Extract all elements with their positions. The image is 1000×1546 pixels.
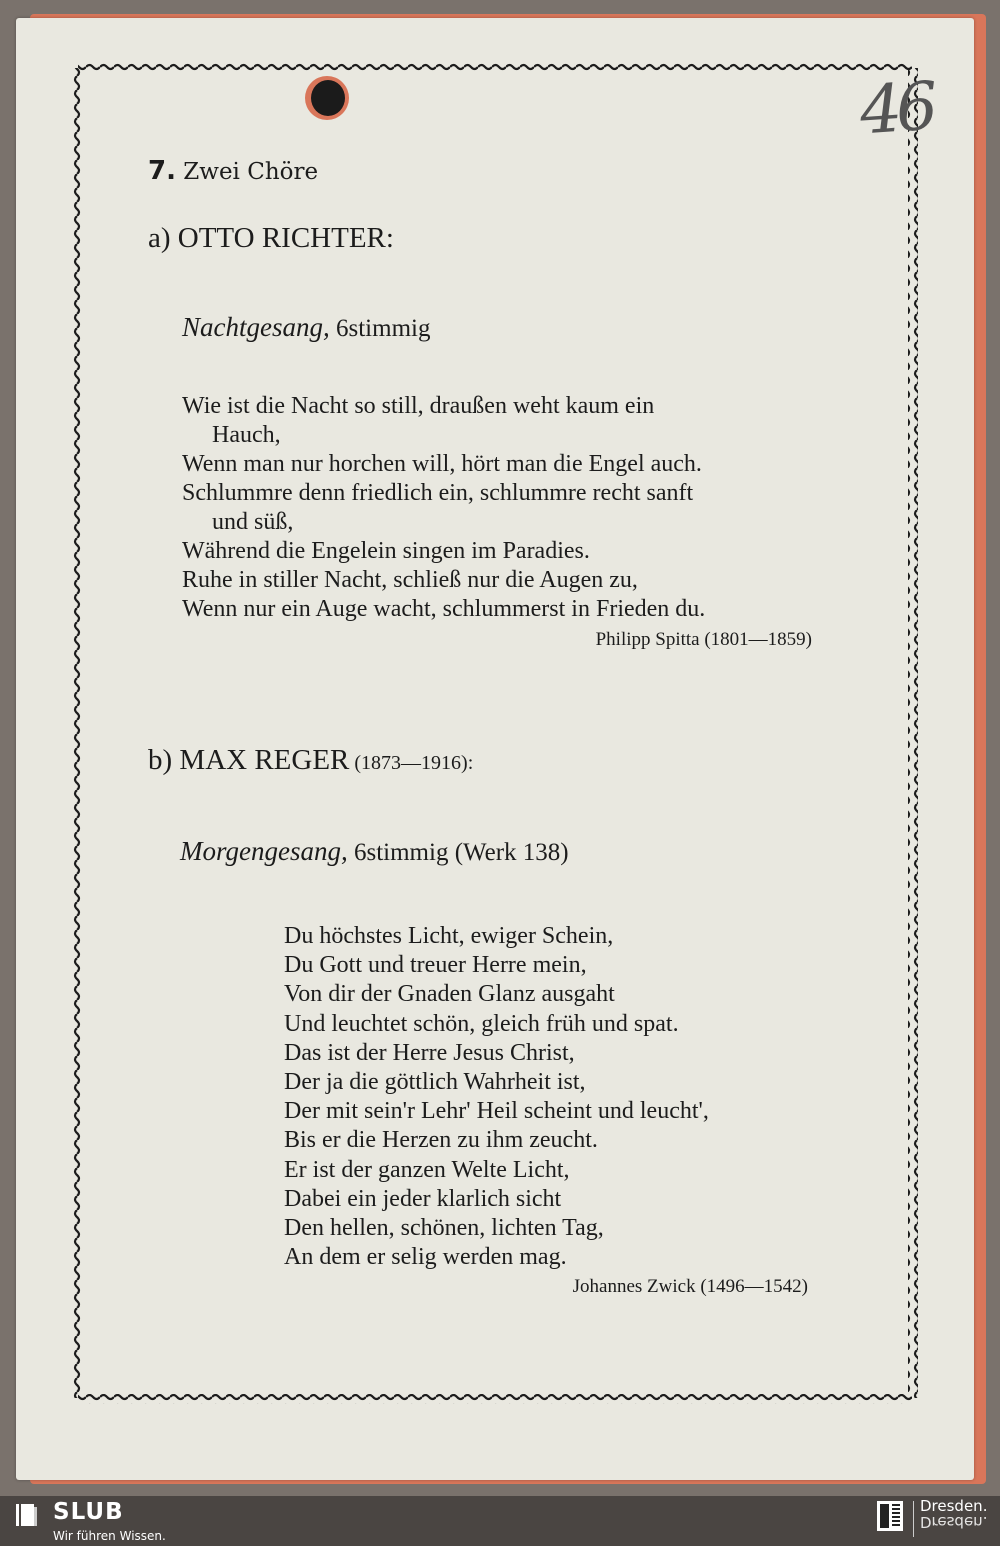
part-b-author: Johannes Zwick (1496—1542) [572,1276,808,1297]
poem-line: Während die Engelein singen im Paradies. [182,538,590,564]
dresden-logo[interactable] [920,1498,987,1530]
poem-line: Und leuchtet schön, gleich früh und spat. [284,1010,679,1037]
footer-divider [913,1501,914,1537]
poem-line: Bis er die Herzen zu ihm zeucht. [284,1127,598,1154]
slub-brand[interactable]: SLUB [53,1499,124,1525]
part-b-composer: b) MAX REGER [148,744,350,776]
poem-line: und süß, [212,509,294,535]
part-a-author: Philipp Spitta (1801—1859) [595,629,812,650]
poem-line: Wenn nur ein Auge wacht, schlummerst in Frieden du. [182,596,706,622]
poem-line: Von dir der Gnaden Glanz ausgaht [284,981,615,1008]
part-b-work-title: Morgengesang, [180,836,348,866]
part-b-work [180,836,569,867]
poem-line: Den hellen, schönen, lichten Tag, [284,1215,604,1242]
dresden-line: Dresden. [920,1497,988,1515]
slub-tagline: Wir führen Wissen. [53,1529,166,1543]
poem-line: Der mit sein'r Lehr' Heil scheint und leucht', [284,1098,709,1125]
poem-line: Der ja die göttlich Wahrheit ist, [284,1069,586,1096]
part-b-work-detail: 6stimmig (Werk 138) [347,839,569,866]
book-icon[interactable] [14,1502,38,1528]
part-a-heading: a) OTTO RICHTER: [148,222,394,254]
part-b-composer-dates: (1873—1916): [349,752,474,774]
poem-line: Wenn man nur horchen will, hört man die Engel auch. [182,451,702,477]
punch-hole-shadow [311,80,345,116]
poem-line: Du Gott und treuer Herre mein, [284,952,587,979]
part-a-work [182,312,430,343]
poem-line: Dabei ein jeder klarlich sicht [284,1185,562,1212]
section-heading [148,156,318,186]
poem-line: An dem er selig werden mag. [284,1244,567,1271]
poem-line: Er ist der ganzen Welte Licht, [284,1156,570,1183]
handwritten-page-number: 46 [857,67,935,150]
poem-line: Hauch, [212,422,281,448]
section-number: 7. [148,156,176,186]
part-a-work-detail: 6stimmig [329,315,431,342]
part-a-poem [182,392,705,624]
dresden-crest-icon [877,1501,903,1531]
poem-line: Ruhe in stiller Nacht, schließ nur die Augen zu, [182,567,638,593]
poem-line: Wie ist die Nacht so still, draußen weht kaum ein [182,393,655,419]
part-b-heading [148,744,473,777]
part-a-work-title: Nachtgesang, [182,312,330,342]
poem-line: Schlummre denn friedlich ein, schlummre recht sanft [182,480,694,506]
poem-line: Du höchstes Licht, ewiger Schein, [284,923,614,949]
section-title: Zwei Chöre [183,159,319,185]
poem-line: Das ist der Herre Jesus Christ, [284,1039,575,1066]
dresden-line-mirrored: Dresden. [920,1513,988,1531]
part-b-poem [284,922,709,1272]
